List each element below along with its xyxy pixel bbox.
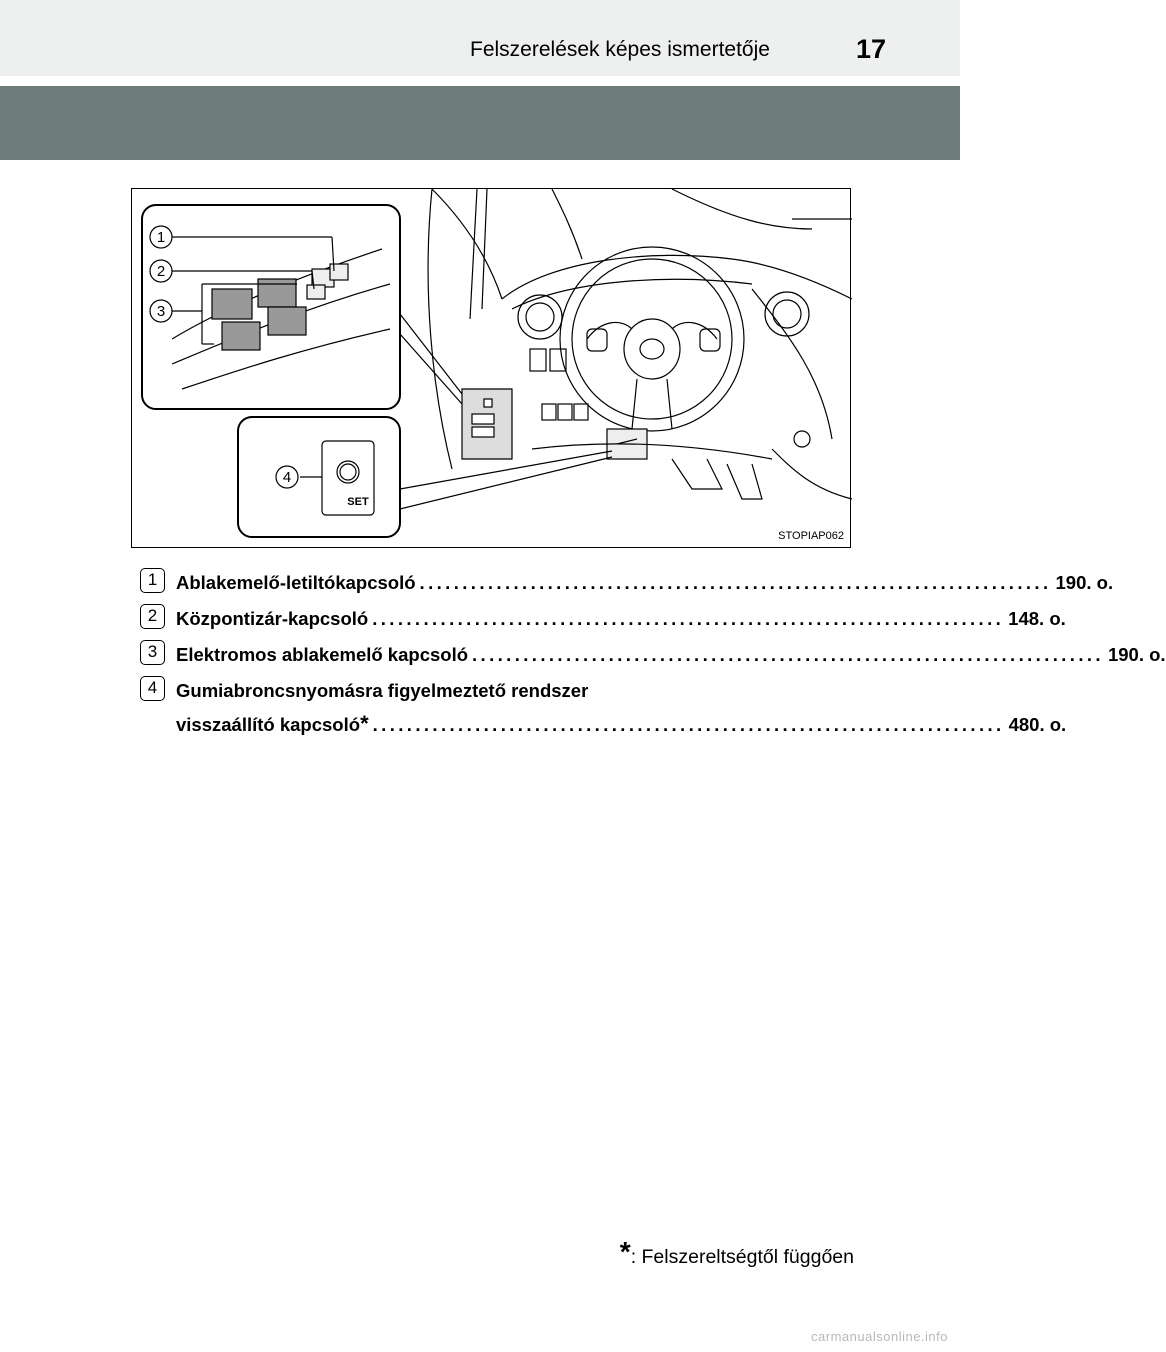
set-label: SET bbox=[347, 496, 369, 508]
leader-dots: .......................................................................... bbox=[472, 644, 1104, 665]
list-item bbox=[140, 674, 1067, 741]
item-number-badge: 4 bbox=[140, 676, 165, 701]
item-number-badge: 2 bbox=[140, 604, 165, 629]
leader-dots: .......................................................................... bbox=[372, 608, 1005, 629]
footnote-text: : Felszereltségtől függően bbox=[630, 1246, 854, 1268]
list-item bbox=[140, 638, 1166, 671]
page-reference: 190. o. bbox=[1107, 644, 1166, 665]
callout-2-label: 2 bbox=[156, 263, 166, 280]
page-reference: 480. o. bbox=[1008, 714, 1067, 735]
figure-code: STOPIAP062 bbox=[778, 530, 844, 542]
item-label-line2: visszaállító kapcsoló bbox=[176, 714, 361, 735]
callout-4-label: 4 bbox=[282, 469, 292, 486]
list-item bbox=[140, 602, 1066, 635]
footnote bbox=[620, 1236, 854, 1269]
item-number-badge: 1 bbox=[140, 568, 165, 593]
dashboard-illustration bbox=[131, 188, 851, 548]
dashboard-drawing bbox=[132, 189, 852, 549]
item-number-badge: 3 bbox=[140, 640, 165, 665]
page-header-title: Felszerelések képes ismertetője bbox=[470, 38, 770, 61]
page-reference: 190. o. bbox=[1055, 572, 1114, 593]
callout-3-label: 3 bbox=[156, 303, 166, 320]
item-label: Központizár-kapcsoló bbox=[176, 608, 369, 629]
item-label: Elektromos ablakemelő kapcsoló bbox=[176, 644, 469, 665]
page-number: 17 bbox=[856, 34, 887, 64]
list-item bbox=[140, 566, 1114, 599]
footnote-star: * bbox=[619, 1236, 631, 1267]
leader-dots: .......................................................................... bbox=[419, 572, 1052, 593]
item-label-line1: Gumiabroncsnyomásra figyelmeztető rendszer bbox=[176, 680, 589, 701]
header-band bbox=[0, 86, 960, 160]
item-label: Ablakemelő-letiltókapcsoló bbox=[176, 572, 416, 593]
footnote-marker: * bbox=[360, 711, 369, 736]
component-list bbox=[140, 566, 1166, 741]
page-reference: 148. o. bbox=[1008, 608, 1066, 629]
watermark: carmanualsonline.info bbox=[811, 1329, 948, 1344]
leader-dots: .......................................................................... bbox=[372, 714, 1005, 735]
callout-1-label: 1 bbox=[156, 229, 166, 246]
